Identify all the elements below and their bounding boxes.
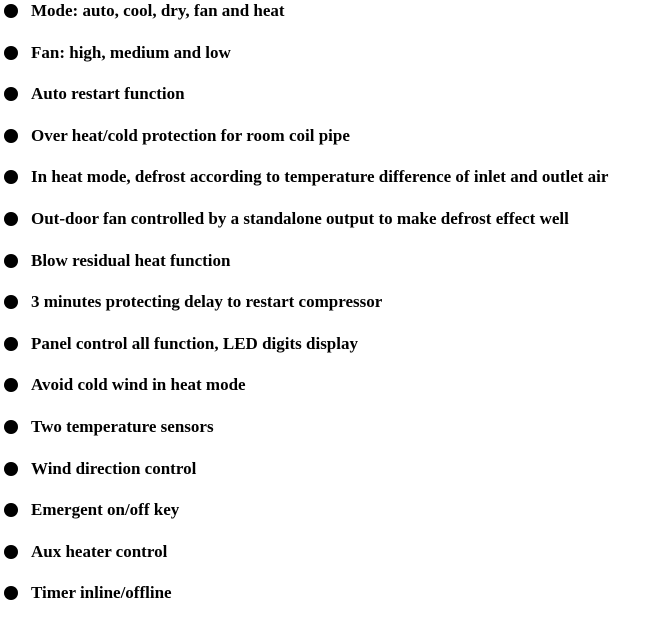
list-item	[0, 125, 671, 167]
feature-label: Timer inline/offline	[31, 583, 172, 603]
list-item	[0, 541, 671, 583]
bullet-icon	[4, 420, 18, 434]
bullet-icon	[4, 378, 18, 392]
list-item	[0, 582, 671, 624]
feature-label: Over heat/cold protection for room coil pipe	[31, 125, 350, 145]
list-item	[0, 250, 671, 292]
bullet-icon	[4, 337, 18, 351]
bullet-icon	[4, 462, 18, 476]
bullet-icon	[4, 503, 18, 517]
feature-label: Aux heater control	[31, 541, 168, 561]
feature-label: Emergent on/off key	[31, 500, 180, 520]
bullet-icon	[4, 4, 18, 18]
feature-label: Two temperature sensors	[31, 416, 214, 436]
feature-label: Fan: high, medium and low	[31, 42, 231, 62]
feature-label: Auto restart function	[31, 84, 185, 104]
bullet-icon	[4, 129, 18, 143]
feature-label: Blow residual heat function	[31, 250, 231, 270]
feature-label: 3 minutes protecting delay to restart compressor	[31, 292, 383, 312]
bullet-icon	[4, 212, 18, 226]
bullet-icon	[4, 170, 18, 184]
feature-label: Wind direction control	[31, 458, 197, 478]
feature-label: Out-door fan controlled by a standalone output to make defrost effect well	[31, 208, 569, 228]
list-item	[0, 374, 671, 416]
list-item	[0, 458, 671, 500]
bullet-icon	[4, 254, 18, 268]
list-item	[0, 0, 671, 42]
list-item	[0, 499, 671, 541]
list-item	[0, 333, 671, 375]
bullet-icon	[4, 46, 18, 60]
feature-label: Panel control all function, LED digits display	[31, 333, 358, 353]
bullet-icon	[4, 295, 18, 309]
feature-label: In heat mode, defrost according to temperature difference of inlet and outlet air	[31, 167, 609, 187]
list-item	[0, 208, 671, 250]
bullet-icon	[4, 586, 18, 600]
list-item	[0, 166, 671, 208]
list-item	[0, 83, 671, 125]
bullet-icon	[4, 87, 18, 101]
list-item	[0, 291, 671, 333]
list-item	[0, 42, 671, 84]
bullet-icon	[4, 545, 18, 559]
feature-label: Mode: auto, cool, dry, fan and heat	[31, 1, 285, 20]
list-item	[0, 416, 671, 458]
feature-label: Avoid cold wind in heat mode	[31, 375, 246, 395]
